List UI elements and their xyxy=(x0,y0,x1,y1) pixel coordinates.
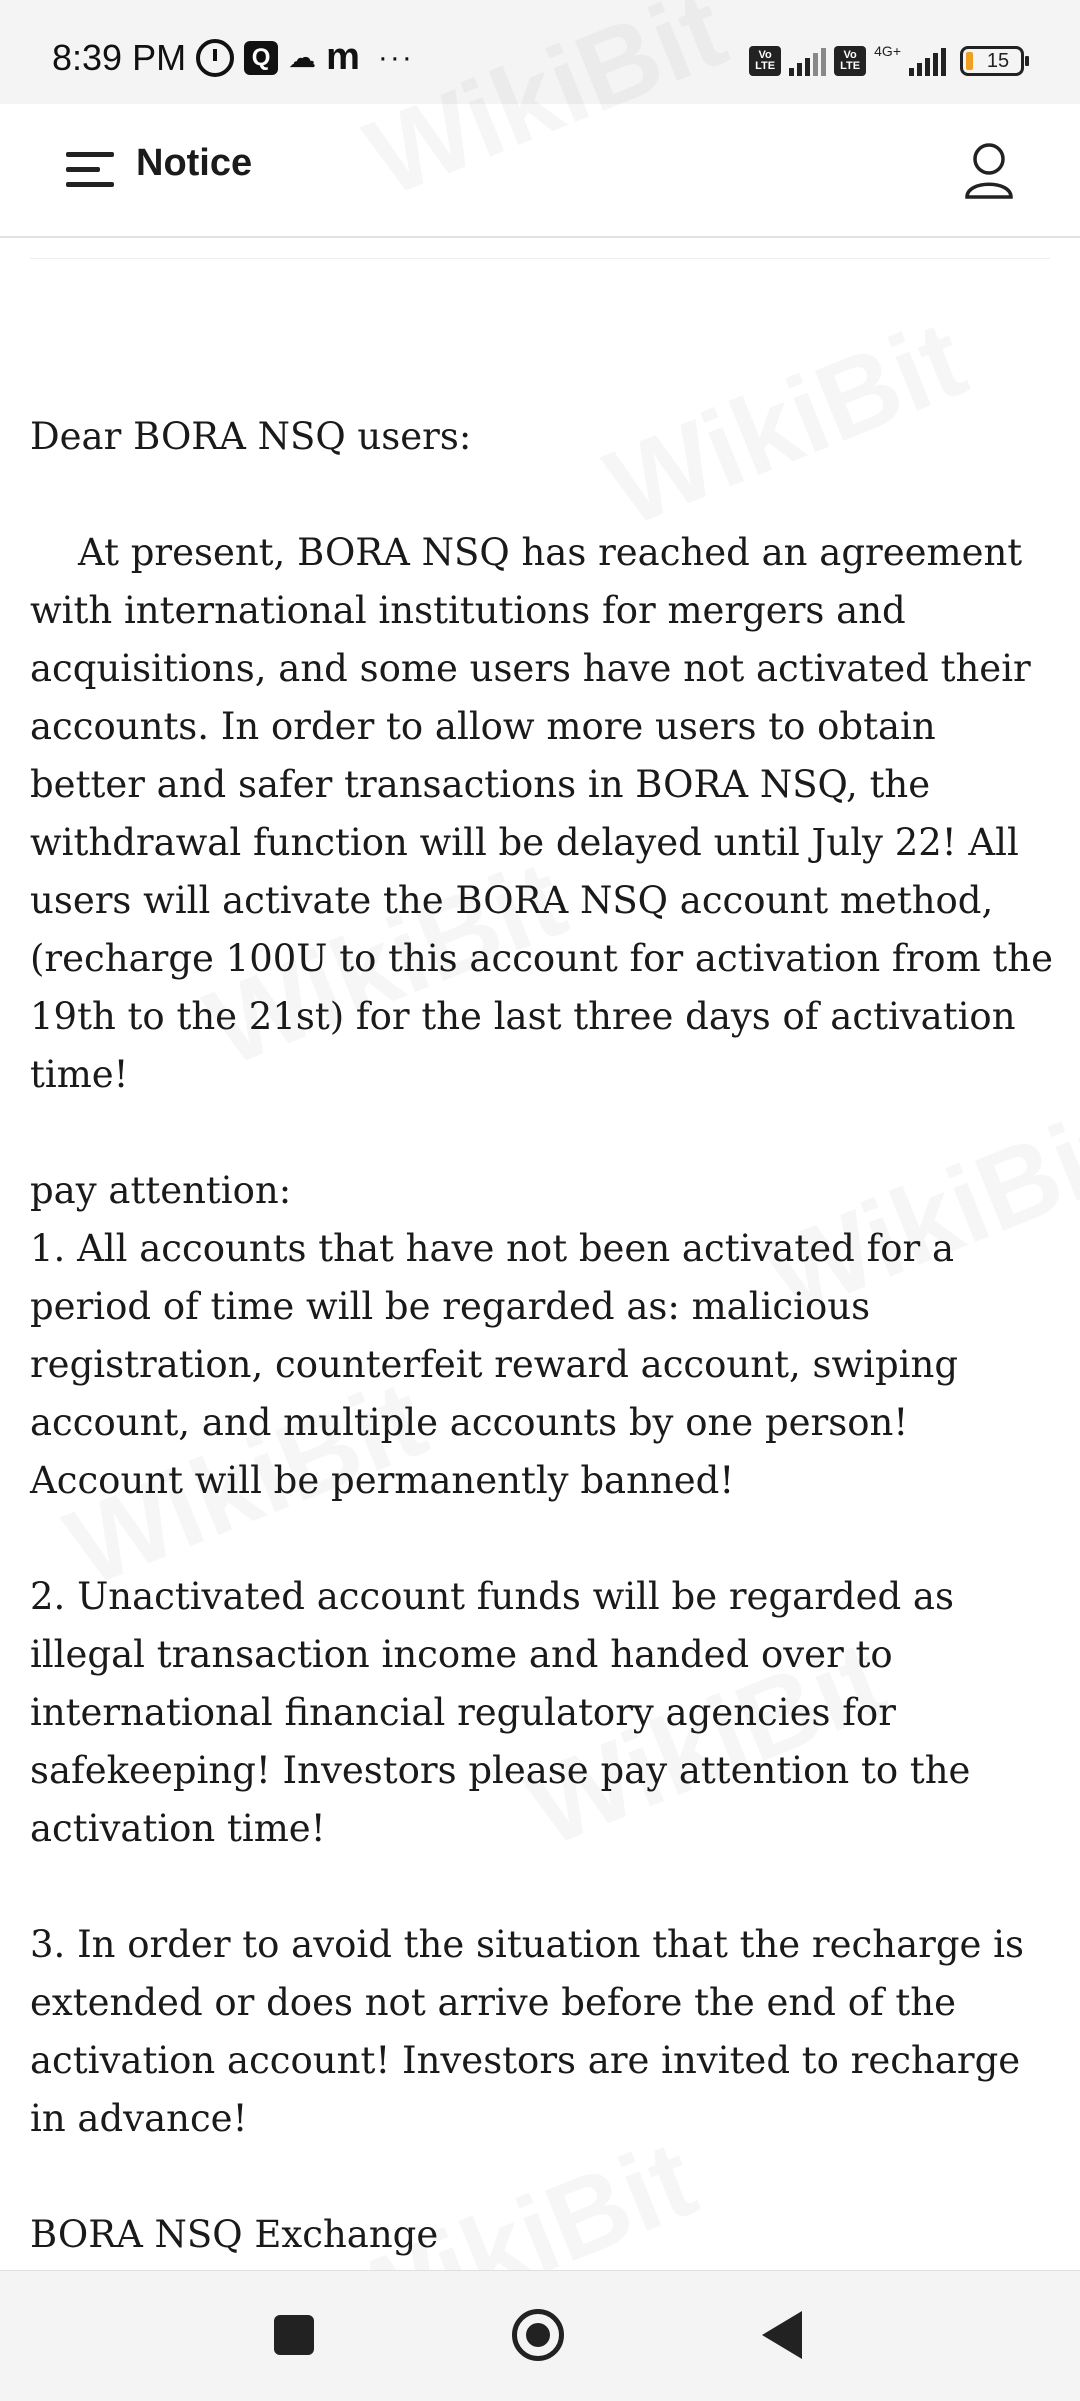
page-title: Notice xyxy=(136,142,253,184)
notice-point-2: 2. Unactivated account funds will be regarded as illegal transaction income and handed over to international financial regulatory agencies for safekeeping! Investors please pay attention to the activation time! xyxy=(30,1575,971,1850)
user-profile-icon[interactable] xyxy=(964,140,1014,200)
back-icon[interactable] xyxy=(762,2311,802,2359)
status-bar-right xyxy=(749,43,1024,76)
alarm-icon xyxy=(196,39,234,77)
notice-signature: BORA NSQ Exchange xyxy=(30,2213,439,2256)
status-time: 8:39 PM xyxy=(52,36,187,78)
network-type: 4G+ xyxy=(874,43,901,59)
notice-body: At present, BORA NSQ has reached an agreement with international institutions for mergers and acquisitions, and some users have not activated their accounts. In order to allow more users to obtain better and safer transactions in BORA NSQ, the withdrawal function will be delayed until July 22! All users will activate the BORA NSQ account method, (recharge 100U to this account for activation from the 19th to the 21st) for the last three days of activation time! xyxy=(30,531,1054,1096)
signal-strength-icon xyxy=(789,46,826,76)
hamburger-menu-icon[interactable] xyxy=(66,150,114,190)
volte-icon-2: Vo LTE xyxy=(834,46,866,76)
notice-point-3: 3. In order to avoid the situation that the recharge is extended or does not arrive before the end of the activation account! Investors are invited to recharge in advance! xyxy=(30,1923,1024,2140)
battery-level: 15 xyxy=(986,49,1010,72)
m-app-icon: m xyxy=(326,36,360,78)
notice-point-1: 1. All accounts that have not been activated for a period of time will be regarded as: malicious registration, counterfeit reward account, swiping account, and multiple accounts by one person! Account will be permanently banned! xyxy=(30,1227,958,1502)
q-app-icon: Q xyxy=(244,41,278,75)
attention-heading: pay attention: xyxy=(30,1169,292,1212)
signal-strength-icon-2 xyxy=(909,46,946,76)
volte-icon: Vo LTE xyxy=(749,46,781,76)
notice-greeting: Dear BORA NSQ users: xyxy=(30,415,472,458)
status-bar xyxy=(0,0,1080,104)
status-bar-left xyxy=(52,36,414,79)
more-notifications-icon: ··· xyxy=(377,40,414,74)
cloud-icon: ☁ xyxy=(288,42,317,73)
content-divider xyxy=(30,258,1050,259)
system-nav-bar xyxy=(0,2270,1080,2401)
home-icon[interactable] xyxy=(512,2309,564,2361)
recent-apps-icon[interactable] xyxy=(274,2315,314,2355)
battery-icon xyxy=(960,46,1024,76)
app-header xyxy=(0,104,1080,238)
notice-content xyxy=(30,408,1060,2380)
